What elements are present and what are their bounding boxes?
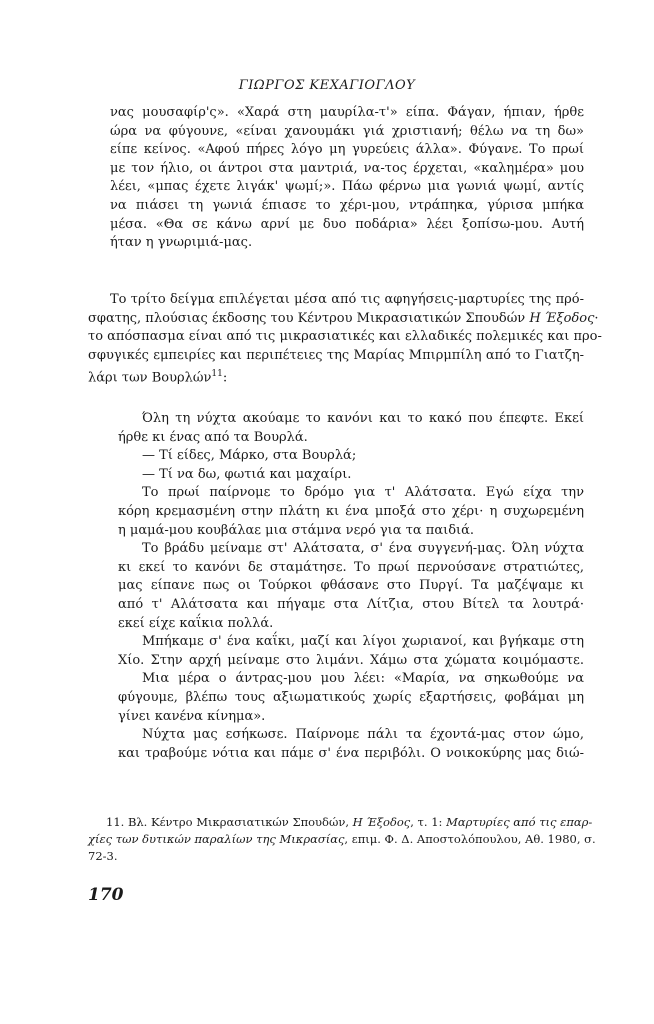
subtitle-fragment: χίες των δυτικών παραλίων της Μικρασίας	[88, 832, 345, 846]
text-line: εκεί είχε καΐκια πολλά.	[118, 615, 274, 631]
text-line: Το τρίτο δείγμα επιλέγεται μέσα από τις αφηγήσεις-μαρτυρίες της πρό-	[110, 292, 584, 307]
book-title: Η Έξοδος	[529, 310, 595, 326]
text-fragment: λάρι των Βουρλών	[88, 370, 212, 386]
text-line: με τον ήλιο, οι άντροι στα μαντριά, να-τος έρχεται, «καλημέρα» μου	[110, 160, 584, 176]
text-line: σφυγικές εμπειρίες και περιπέτειες της Μαρίας Μπιρμπίλη από το Γιατζη-	[88, 347, 584, 363]
quote-block-top	[110, 104, 584, 253]
footnote-line	[88, 831, 596, 848]
text-line: το απόσπασμα είναι από τις μικρασιατικές και ελλαδικές πολεμικές και προ-	[88, 329, 602, 345]
footnote	[88, 814, 596, 865]
text-line: λέει, «μπας έχετε λιγάκ' ψωμί;». Πάω φέρνω μια γωνιά ψωμί, αντίς	[110, 179, 584, 195]
text-line: Όλη τη νύχτα ακούαμε το κανόνι και το κακό που έπεφτε. Εκεί	[142, 411, 584, 426]
quote-block-main	[118, 410, 584, 763]
page-number: 170	[88, 885, 124, 905]
text-line: ήρθε κι ένας από τα Βουρλά.	[118, 429, 308, 445]
footnote-line: 72-3.	[88, 849, 118, 863]
text-line: Χίο. Στην αρχή μείναμε στο λιμάνι. Χάμω στα χώματα κοιμόμαστε.	[118, 652, 584, 668]
text-line: η μαμά-μου κουβάλαε μια στάμνα νερό για τα παιδιά.	[118, 522, 475, 538]
text-line: γίνει κανένα κίνημα».	[118, 708, 266, 724]
text-line: — Τί είδες, Μάρκο, στα Βουρλά;	[142, 448, 357, 464]
text-fragment: , επιμ. Φ. Δ. Αποστολόπουλου, Αθ. 1980, σ.	[344, 832, 596, 846]
text-fragment: ·	[594, 310, 599, 326]
body-paragraph	[88, 291, 602, 388]
text-line	[88, 365, 584, 388]
text-line: — Τί να δω, φωτιά και μαχαίρι.	[142, 466, 352, 482]
text-line: Το βράδυ μείναμε στ' Αλάτσατα, σ' ένα συγγενή-μας. Όλη νύχτα	[142, 541, 584, 557]
book-title: Η Έξοδος	[352, 815, 411, 829]
text-line: Μια μέρα ο άντρας-μου μου λέει: «Μαρία, να σηκωθούμε να	[142, 671, 584, 687]
text-line	[88, 310, 599, 329]
text-line: είπε κείνος. «Αφού πήρες λόγο μη γυρεύεις άλλα». Φύγανε. Το πρωί	[110, 142, 584, 158]
text-line: ώρα να φύγουνε, «είναι χανουμάκι γιά χριστιανή; θέλω να τη δω»	[110, 123, 584, 139]
text-fragment: σφατης, πλούσιας έκδοσης του Κέντρου Μικρασιατικών Σπουδών	[88, 310, 530, 326]
text-line: μας είπανε πως οι Τούρκοι φθάσανε στο Πυργί. Τα μαζέψαμε κι	[118, 578, 584, 594]
text-line: νας μουσαφίρ'ς». «Χαρά στη μαυρίλα-τ'» είπα. Φάγαν, ήπιαν, ήρθε	[110, 105, 584, 120]
text-fragment: 11. Βλ. Κέντρο Μικρασιατικών Σπουδών,	[106, 815, 353, 829]
text-fragment: , τ. 1:	[410, 815, 447, 829]
footnote-reference: 11	[211, 369, 223, 380]
text-line: και τραβούμε νότια και πάμε σ' ένα περιβόλι. Ο νοικοκύρης μας διώ-	[118, 745, 584, 761]
text-line: να πιάσει τη γωνιά έπιασε το χέρι-μου, ντράπηκα, γύρισα μπήκα	[110, 197, 584, 213]
text-line: από τ' Αλάτσατα και πήγαμε στα Λίτζια, στου Βίτελ τα λουτρά·	[118, 596, 584, 612]
text-line: Μπήκαμε σ' ένα καΐκι, μαζί και λίγοι χωριανοί, και βγήκαμε στη	[142, 634, 584, 650]
running-head: ΓΙΩΡΓΟΣ ΚΕΧΑΓΙΟΓΛΟΥ	[238, 78, 416, 93]
text-line: μέσα. «Θα σε κάνω αρνί με δυο ποδάρια» λέει ξοπίσω-μου. Αυτή	[110, 216, 584, 232]
text-line: ήταν η γνωριμιά-μας.	[110, 235, 253, 251]
subtitle-fragment: Μαρτυρίες από τις επαρ-	[446, 815, 593, 829]
text-fragment: :	[222, 370, 228, 386]
text-line: κόρη κρεμασμένη στην πλάτη κι ένα μποξά στο χέρι· η συχωρεμένη	[118, 503, 584, 519]
text-line: Το πρωί παίρνομε το δρόμο για τ' Αλάτσατα. Εγώ είχα την	[142, 485, 584, 501]
text-line: Νύχτα μας εσήκωσε. Παίρνομε πάλι τα έχοντά-μας στον ώμο,	[142, 727, 584, 743]
footnote-line	[88, 814, 593, 831]
text-line: φύγουμε, βλέπω τους αξιωματικούς χωρίς εξαρτήσεις, φοβάμαι μη	[118, 689, 584, 705]
text-line: κι εκεί το κανόνι δε σταμάτησε. Το πρωί περνούσανε στρατιώτες,	[118, 559, 584, 575]
